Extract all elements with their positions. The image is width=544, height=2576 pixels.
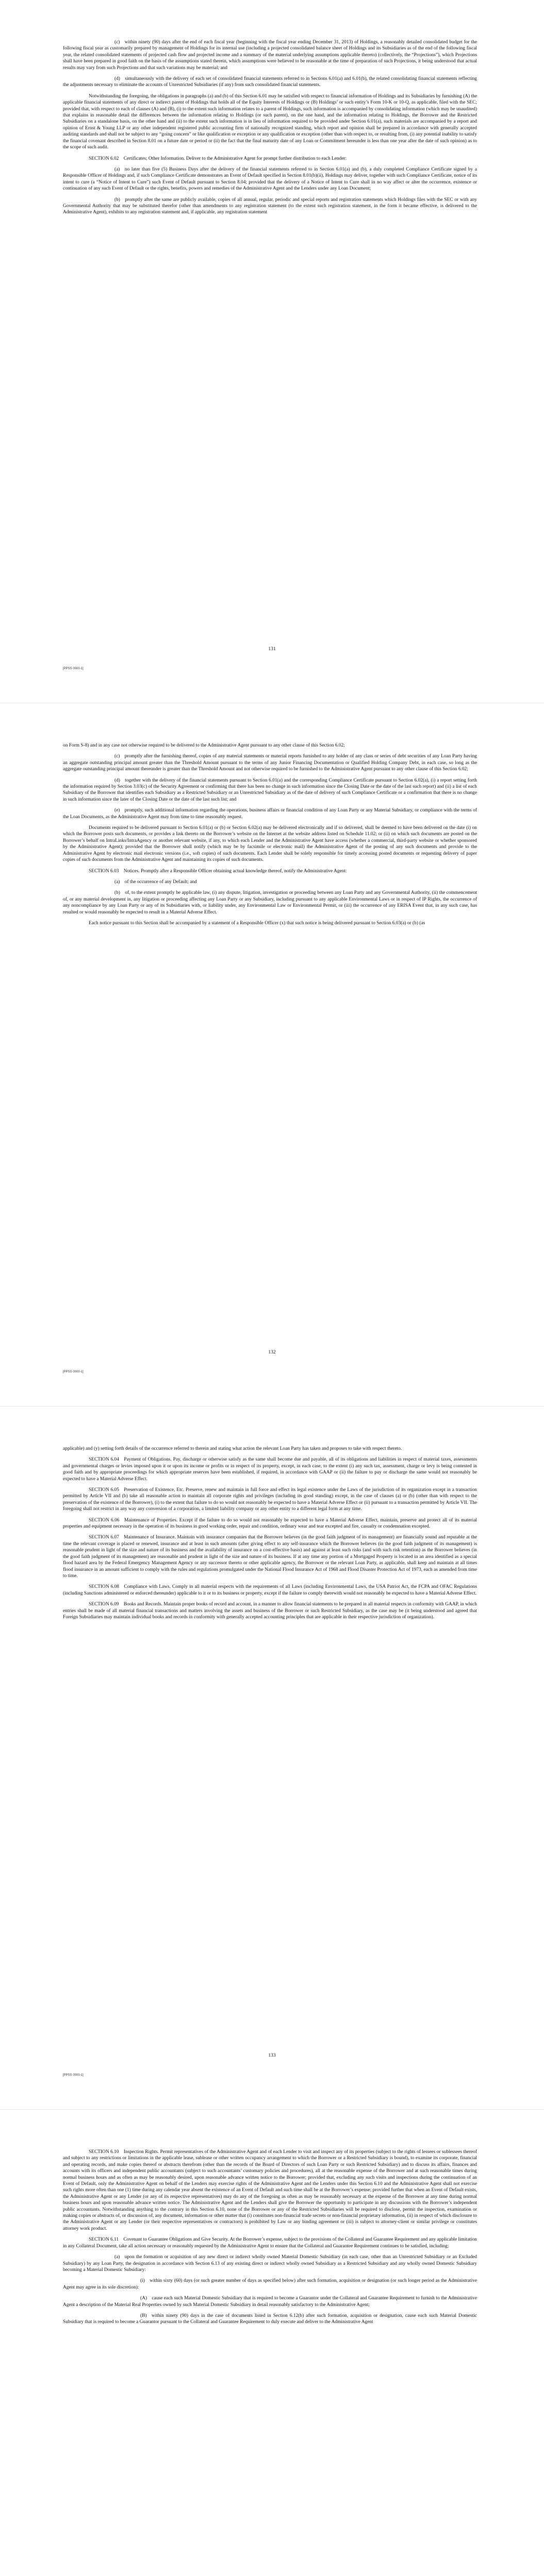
- paragraph: (i) within sixty (60) days (or such greater number of days as specified below) after such formation, acquisition or designation (or such longer period as the Administrative Agent may agree in its sole discretion):: [63, 2278, 477, 2290]
- paragraph: on Form S-8) and in any case not otherwise required to be delivered to the Administrative Agent pursuant to any other clause of this Section 6.02;: [63, 743, 345, 748]
- paragraph: (a) of the occurrence of any Default; and: [114, 879, 197, 885]
- paragraph: (B) within ninety (90) days in the case of documents listed in Section 6.12(b) after such formation, acquisition or designation, cause each such Material Domestic Subsidiary that is required to become a Guarantor pursuant to the Collateral and Guarantee Requirement to duly execute and deliver to the Administrative Agent: [63, 2313, 477, 2325]
- paragraph: (e) promptly, such additional information regarding the operations, business affairs or financial condition of any Loan Party or any Material Subsidiary, or compliance with the terms of the Loan Documents, as the Administrative Agent may from time to time reasonably request.: [63, 808, 477, 820]
- paragraph: Each notice pursuant to this Section shall be accompanied by a statement of a Responsible Officer (x) that such notice is being delivered pursuant to Section 6.03(a) or (b) (as: [89, 920, 425, 926]
- document-id: [PPSS 0000-1]: [63, 2074, 84, 2077]
- paragraph: (d) together with the delivery of the financial statements pursuant to Section 6.01(a) and the corresponding Compliance Certificate pursuant to Section 6.02(a), (i) a report setting forth the information required by Section 3.03(c) of the Security Agreement or confirming that there has been no change in such information since the Closing Date or the date of the last such report) and (ii) a list of each Subsidiary of the Borrower that identifies each Subsidiary as a Restricted Subsidiary or an Unrestricted Subsidiary as of the date of delivery of such Compliance Certificate or a confirmation that there is no change in such information since the later of the Closing Date or the date of the last such list; and: [63, 777, 477, 802]
- document-id: [PPSS 0000-1]: [63, 1370, 84, 1374]
- section-heading-paragraph: SECTION 6.11 Covenant to Guarantee Obligations and Give Security. At the Borrower’s expense, subject to the provisions of the Collateral and Guarantee Requirement and any applicable limitation in any Collateral Document, take all action necessary or reasonably requested by the Administrative Agent to ensure that the Collateral and Guarantee Requirement continues to be satisfied, including:: [63, 2237, 477, 2249]
- paragraph: (c) promptly after the furnishing thereof, copies of any material statements or material reports furnished to any holder of any class or series of debt securities of any Loan Party having an aggregate outstanding principal amount greater than the Threshold Amount pursuant to the terms of any Junior Financing Documentation or Qualified Holding Company Debt, in each case, so long as the aggregate outstanding principal amount thereunder is greater than the Threshold Amount and not otherwise required to be furnished to the Administrative Agent pursuant to any other clause of this Section 6.02;: [63, 754, 477, 772]
- page-number: 131: [268, 647, 276, 652]
- section-heading-paragraph: SECTION 6.04 Payment of Obligations. Pay, discharge or otherwise satisfy as the same shall become due and payable, all of its obligations and liabilities in respect of material taxes, assessments and governmental charges or levies imposed upon it or upon its income or profits or in respect of its property, except, in each case, to the extent (i) any such tax, assessment, charge or levy is being contested in good faith and by appropriate proceedings for which appropriate reserves have been established, if required, in accordance with GAAP or (ii) the failure to pay or discharge the same would not reasonably be expected to have a Material Adverse Effect.: [63, 1457, 477, 1482]
- page-133: [0, 1406, 544, 2110]
- section-heading-paragraph: SECTION 6.06 Maintenance of Properties. Except if the failure to do so would not reasonably be expected to have a Material Adverse Effect, maintain, preserve and protect all of its material properties and equipment necessary in the operation of its business in good working order, repair and condition, ordinary wear and tear excepted and fire, casualty or condemnation excepted.: [63, 1517, 477, 1530]
- document-id: [PPSS 0000-1]: [63, 667, 84, 670]
- paragraph: (b) of, to the extent promptly be applicable law, (i) any dispute, litigation, investigation or proceeding between any Loan Party and any Governmental Authority, (ii) the commencement of, or any material development in, any litigation or proceeding affecting any Loan Party or any Subsidiary, including pursuant to any applicable Environmental Laws or in respect of IP Rights, the occurrence of any noncompliance by any Loan Party or any of its Subsidiaries with, or liability under, any Environmental Law or Environmental Permit, or (iii) the occurrence of any ERISA Event that, in any such case, has resulted or would reasonably be expected to result in a Material Adverse Effect.: [63, 890, 477, 915]
- paragraph: (d) simultaneously with the delivery of each set of consolidated financial statements referred to in Sections 6.01(a) and 6.01(b), the related consolidating financial statements reflecting the adjustments necessary to eliminate the accounts of Unrestricted Subsidiaries (if any) from such consolidated financial statements.: [63, 76, 477, 88]
- page-131: [0, 0, 544, 703]
- section-heading-paragraph: SECTION 6.02 Certificates; Other Information. Deliver to the Administrative Agent for prompt further distribution to each Lender:: [89, 156, 347, 161]
- page-number: 132: [268, 1350, 276, 1355]
- section-heading-paragraph: SECTION 6.07 Maintenance of Insurance. Maintain with insurance companies that the Borrower believes (in the good faith judgment of its management) are financially sound and reputable at the time the relevant coverage is placed or renewed, insurance and at least in such amounts (after giving effect to any self-insurance which the Borrower believes (in the good faith judgment of its management) is reasonable prudent in light of the size and nature of its business and the availability of insurance on a cost-effective basis) and against at least such risks (and with such risk retention) as the Borrower believes (in the good faith judgment of its management) are reasonable and prudent in light of the size and nature of its business. If at any time any portion of a Mortgaged Property is located in an area identified as a special flood hazard area by the Federal Emergency Management Agency or any successor thereto or other applicable agency, the Borrower or the relevant Loan Party, as applicable, shall keep and maintain at all times flood insurance in an amount sufficient to comply with the rules and regulations promulgated under the National Flood Insurance Act of 1968 and Flood Disaster Protection Act of 1973, each as amended from time to time.: [63, 1535, 477, 1579]
- section-heading-paragraph: SECTION 6.03 Notices. Promptly after a Responsible Officer obtaining actual knowledge thereof, notify the Administrative Agent:: [89, 868, 347, 874]
- section-heading-paragraph: SECTION 6.10 Inspection Rights. Permit representatives of the Administrative Agent and of each Lender to visit and inspect any of its properties (subject to the rights of lessees or sublessees thereof and subject to any restrictions or limitations in the applicable lease, sublease or other written occupancy arrangement to which the Borrower or a Restricted Subsidiary is bound), to examine its corporate, financial and operating records, and make copies thereof or abstracts therefrom (other than the records of the Board of Directors of such Loan Party or such Restricted Subsidiary) and to discuss its affairs, finances and accounts with its officers and independent public accountants (subject to such accountants’ customary policies and procedures), all at the reasonable expense of the Borrower and at such reasonable times during normal business hours and as often as may be reasonably desired, upon reasonable advance written notice to the Borrower; provided that, excluding any such visits and inspections during the continuation of an Event of Default, only the Administrative Agent on behalf of the Lenders may exercise rights of the Administrative Agent and the Lenders under this Section 6.10 and the Administrative Agent shall not exercise such rights more often than one (1) time during any calendar year absent the existence of an Event of Default and such time shall be at the Borrower’s expense; provided further that when an Event of Default exists, the Administrative Agent or any Lender (or any of its respective representatives) may do any of the foregoing as often as may be reasonably necessary at the expense of the Borrower at any time during normal business hours and upon reasonable advance written notice. The Administrative Agent and the Lenders shall give the Borrower the opportunity to participate in any discussions with the Borrower’s independent public accountants. Notwithstanding anything to the contrary in this Section 6.10, none of the Borrower or any of the Restricted Subsidiaries will be required to disclose, permit the inspection, examination or making copies or abstracts of, or discussion of, any document, information or other matter that (i) constitutes non-financial trade secrets or non-financial proprietary information, (ii) in respect of which disclosure to the Administrative Agent or any Lender (or their respective representatives or contractors) is prohibited by Law or any binding agreement or (iii) is subject to attorney-client or similar privilege or constitutes attorney work product.: [63, 2149, 477, 2231]
- section-heading-paragraph: SECTION 6.09 Books and Records. Maintain proper books of record and account, in a manner to allow financial statements to be prepared in all material respects in conformity with GAAP, in which entries shall be made of all material financial transactions and matters involving the assets and business of the Borrower or such Restricted Subsidiary, as the case may be (it being understood and agreed that Foreign Subsidiaries may maintain individual books and records in conformity with generally accepted accounting principles that are applicable in their respective jurisdiction of organization).: [63, 1602, 477, 1620]
- paragraph: (A) cause each such Material Domestic Subsidiary that is required to become a Guarantor under the Collateral and Guarantee Requirement to furnish to the Administrative Agent a description of the Material Real Properties owned by such Material Domestic Subsidiary in detail reasonably satisfactory to the Administrative Agent;: [63, 2296, 477, 2308]
- paragraph: Notwithstanding the foregoing, the obligations in paragraphs (a) and (b) of this Section 6.01 may be satisfied with respect to financial information of Holdings and its Subsidiaries by furnishing (A) the applicable financial statements of any direct or indirect parent of Holdings that holds all of the Equity Interests of Holdings or (B) Holdings’ or such entity’s Form 10-K or 10-Q, as applicable, filed with the SEC; provided that, with respect to each of clauses (A) and (B), (i) to the extent such information relates to a parent of Holdings, such information is accompanied by consolidating information (which may be unaudited) that explains in reasonable detail the differences between the information relating to Holdings (or such parent), on the one hand, and the information relating to Holdings, the Borrower and the Restricted Subsidiaries on a standalone basis, on the other hand and (ii) to the extent such information is in lieu of information required to be provided under Section 6.01(a), such materials are accompanied by a report and opinion of Ernst & Young LLP or any other independent registered public accounting firm of nationally recognized standing, which report and opinion shall be prepared in accordance with generally accepted auditing standards and shall not be subject to any “going concern” or like qualification or exception or any qualification or exception (other than with respect to, or resulting from, (i) any potential inability to satisfy the financial covenant described in Section 8.01 on a future date or period or (ii) the fact that the final maturity date of any Loan or Commitment hereunder is less than one year after the date of such opinion) as to the scope of such audit.: [63, 93, 477, 150]
- paragraph: (b) promptly after the same are publicly available, copies of all annual, regular, periodic and special reports and registration statements which Holdings files with the SEC or with any Governmental Authority that may be substituted therefor (other than amendments to any registration statement (to the extent such registration statement, in the form it became effective, is delivered to the Administrative Agent), exhibits to any registration statement and, if applicable, any registration statement: [63, 197, 477, 215]
- page-134: [0, 2110, 544, 2576]
- paragraph: applicable) and (y) setting forth details of the occurrence referred to therein and stating what action the relevant Loan Party has taken and proposes to take with respect thereto.: [63, 1446, 402, 1451]
- paragraph: (a) upon the formation or acquisition of any new direct or indirect wholly owned Material Domestic Subsidiary (in each case, other than an Unrestricted Subsidiary or an Excluded Subsidiary) by any Loan Party, the designation in accordance with Section 6.13 of any existing direct or indirect wholly owned Subsidiary as a Restricted Subsidiary and any wholly owned Domestic Subsidiary becoming a Material Domestic Subsidiary:: [63, 2255, 477, 2273]
- page-number: 133: [268, 2053, 276, 2058]
- page-132: [0, 703, 544, 1406]
- section-heading-paragraph: SECTION 6.05 Preservation of Existence, Etc. Preserve, renew and maintain in full force and effect its legal existence under the Laws of the jurisdiction of its organization except in a transaction permitted by Article VII and (b) take all reasonable action to maintain all corporate rights and privileges (including its good standing) except, in the case of clauses (a) or (b) (other than with respect to the preservation of the existence of the Borrower), (i) to the extent that failure to do so would not reasonably be expected to have a Material Adverse Effect or (ii) pursuant to a transaction permitted by Article VII. The foregoing shall not restrict in any way any conversion of a corporation, a limited liability company or any other entity to a different legal form at any time.: [63, 1487, 477, 1512]
- paragraph: (c) within ninety (90) days after the end of each fiscal year (beginning with the fiscal year ending December 31, 2013) of Holdings, a reasonably detailed consolidated budget for the following fiscal year as customarily prepared by management of Holdings for its internal use (including a projected consolidated balance sheet of Holdings and its Subsidiaries as of the end of the following fiscal year, the related consolidated statements of projected cash flow and projected income and a summary of the material underlying assumptions applicable thereto) (collectively, the “Projections”), which Projections shall have been prepared in good faith on the basis of the assumptions stated therein, which assumptions were believed to be reasonable at the time of preparation of such Projections, it being understood that actual results may vary from such Projections and that such variations may be material; and: [63, 40, 477, 71]
- paragraph: (a) no later than five (5) Business Days after the delivery of the financial statements referred to in Section 6.01(a) and (b), a duly completed Compliance Certificate signed by a Responsible Officer of Holdings and, if such Compliance Certificate demonstrates an Event of Default specified in Section 8.01(b)(ii), Holdings may deliver, together with such Compliance Certificate, notice of its intent to cure (a “Notice of Intent to Cure”) such Event of Default pursuant to Section 8.04; provided that the delivery of a Notice of Intent to Cure shall in no way affect or alter the occurrence, existence or continuation of any such Event of Default or the rights, benefits, powers and remedies of the Administrative Agent and the Lenders under any Loan Document;: [63, 166, 477, 192]
- section-heading-paragraph: SECTION 6.08 Compliance with Laws. Comply in all material respects with the requirements of all Laws (including Environmental Laws, the USA Patriot Act, the FCPA and OFAC Regulations (including Sanctions administered or enforced thereunder) applicable to it or to its business or property, except if the failure to comply therewith would not reasonably be expected to have a Material Adverse Effect.: [63, 1584, 477, 1596]
- paragraph: Documents required to be delivered pursuant to Section 6.01(a) or (b) or Section 6.02(a) may be delivered electronically and if so delivered, shall be deemed to have been delivered on the date (i) on which the Borrower posts such documents, or provides a link thereto on the Borrower’s website on the Internet at the website address listed on Schedule 11.02; or (ii) on which such documents are posted on the Borrower’s behalf on IntraLinks/IntraAgency or another relevant website, if any, to which each Lender and the Administrative Agent have access (whether a commercial, third-party website or whether sponsored by the Administrative Agent); provided that the Borrower shall notify (which may be by facsimile or electronic mail) the Administrative Agent of the posting of any such documents and provide to the Administrative Agent by electronic mail electronic versions (i.e., soft copies) of such documents. Each Lender shall be solely responsible for timely accessing posted documents or requesting delivery of paper copies of such documents from the Administrative Agent and maintaining its copies of such documents.: [63, 825, 477, 863]
